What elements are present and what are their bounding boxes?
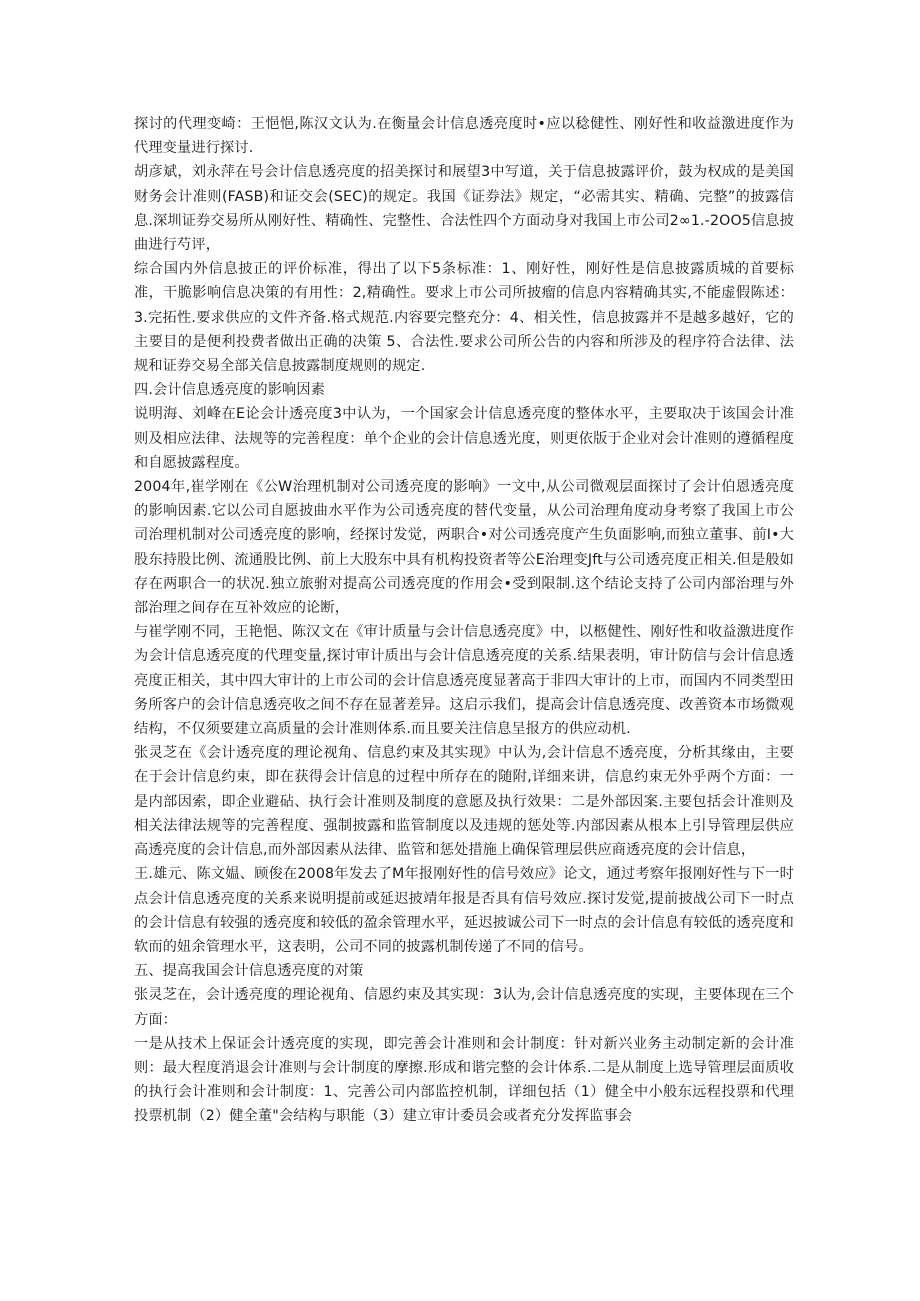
section-heading-influencing-factors: 四.会计信息透亮度的影响因素 xyxy=(134,382,326,399)
paragraph-governance-2004: 2004年,崔学刚在《公W治理机制对公司透亮度的影响》一文中,从公司微观层面探讨了会计伯恩透亮度的影响因素.它以公司自愿披曲水平作为公司透亮度的替代变量，从公司治理角度动身考察了我国上市公司治理机制对公司透亮度的影响，经探讨发觉，两职合•对公司透亮度产生负面影响,而独立董事、前I•大股东持股比例、流通股比例、前上大股东中具有机构投资者等公E治理变Jft与公司透亮度正相关.但是般如存在两职合一的状况.独立旅驸对提高公司透亮度的作用会•受到限制.这个结论支持了公司内部治理与外部治理之间存在互补效应的论断， xyxy=(134,479,794,617)
paragraph-national-level: 说明海、刘峰在E论会计透亮度3中认为，一个国家会计信息透亮度的整体水平，主要取决于该国会计准则及相应法律、法规等的完善程度：单个企业的会计信息透光度，则更依版于企业对会计准则的遵循程度和自愿披露程度。 xyxy=(134,406,794,471)
paragraph-audit-quality: 与崔学刚不同，王艳悒、陈汉文在《审计质量与会计信息透亮度》中，以柩健性、刚好性和收益激进度作为会计信息透亮度的代理变量,探讨审计质出与会计信息透亮度的关系.结果表明，审计防信与会计信息透亮度正相关，其中四大审计的上市公司的会计信息透亮度显著高于非四大审计的上市，而国内不同类型田务所客户的会计信息透亮收之间不存在显著差异。这启示我们，提高会计信息透亮度、改善资本市场微观结构，不仅须要建立高质量的会计准则体系.而且要关注信息呈报方的供应动机. xyxy=(134,624,794,738)
paragraph-five-standards: 综合国内外信息披正的评价标准，得出了以下5条标准：1、刚好性，刚好性是信息披露质城的首要标准，干脆影响信息决策的有用性：2,精确性。要求上市公司所披瘤的信息内容精确其实,不能虚假陈述：3.完拓性.要求供应的文件齐备.格式规范.内容要完整充分：4、相关性，信息披露并不是越多越好，它的主要目的是便利投费者做出正确的决策 5、合法性.要求公司所公告的内容和所涉及的程序符合法律、法规和证券交易全部关信息披露制度规则的规定. xyxy=(134,261,794,375)
paragraph-information-constraints: 张灵芝在《会计透亮度的理论视角、信息约束及其实现》中认为,会计信息不透亮度，分析其缘由，主要在于会计信息约束，即在获得会计信息的过程中所存在的随附,详细来讲，信息约束无外乎两个方面：一是内部因索，即企业避砧、执行会计准则及制度的意愿及执行效果：二是外部因案.主要包括会计准则及相关法律法规等的完善程度、强制披露和监管制度以及违规的惩处等.内部因素从根本上引导管理层供应高透亮度的会计信息,而外部因素从法律、监管和惩处措施上确保管理层供应商透亮度的会计信息， xyxy=(134,745,794,859)
paragraph-agency-variables: 探讨的代理变崎：王悒悒,陈汉文认为.在衡量会计信息透亮度时•应以稔健性、刚好性和收益激进度作为代理变量进行探讨. xyxy=(134,116,794,157)
paragraph-technical-institutional: 一是从技术上保证会计透亮度的实现，即完善会计准则和会计制度：针对新兴业务主动制定新的会计准则：最大程度消退会计准则与会计制度的摩擦.形成和谐完整的会计体系.二是从制度上选导管理层面质收的执行会计准则和会计制度：1、完善公司内部监控机制，详细包括（1）健全中小般东远程投票和代理投票机制（2）健全董"会结构与职能（3）建立审计委员会或者充分发挥监事会 xyxy=(134,1035,794,1125)
paragraph-signal-effect-2008: 王.雄元、陈文媪、顾俊在2008年发去了M年报刚好性的信号效应》论文，通过考察年报刚好性与下一时点会计信息透亮度的关系来说明提前或延迟披靖年报是否具有信号效应.探讨发觉,提前披战公司下一时点的会计信息有较强的透亮度和较低的盈余管理水平，延迟披诚公司下一时点的会计信息有较低的透亮度和软而的妞余管理水平，这表明，公司不同的披露机制传递了不同的信号。 xyxy=(134,866,794,955)
section-heading-countermeasures: 五、提高我国会计信息透亮度的对策 xyxy=(134,963,364,980)
document-body xyxy=(134,112,794,1129)
paragraph-disclosure-evaluation: 胡彦斌，刘永萍在号会计信息透亮度的招美探讨和展望3中写道，关于信息披露评价，鼓为权成的是美国财务会计准则(FASB)和证交会(SEC)的规定。我国《证券法》规定，“必需其实、精确、完整”的披露信息.深圳证券交易所从刚好性、精确性、完整性、合法性四个方面动身对我国上市公司2∞1.-2OO5信息披曲进行芍评， xyxy=(134,164,794,254)
paragraph-three-aspects: 张灵芝在，会计透亮度的理论视角、信恩约束及其实现：3认为,会计信息透亮度的实现，主要体现在三个方面： xyxy=(134,987,794,1028)
